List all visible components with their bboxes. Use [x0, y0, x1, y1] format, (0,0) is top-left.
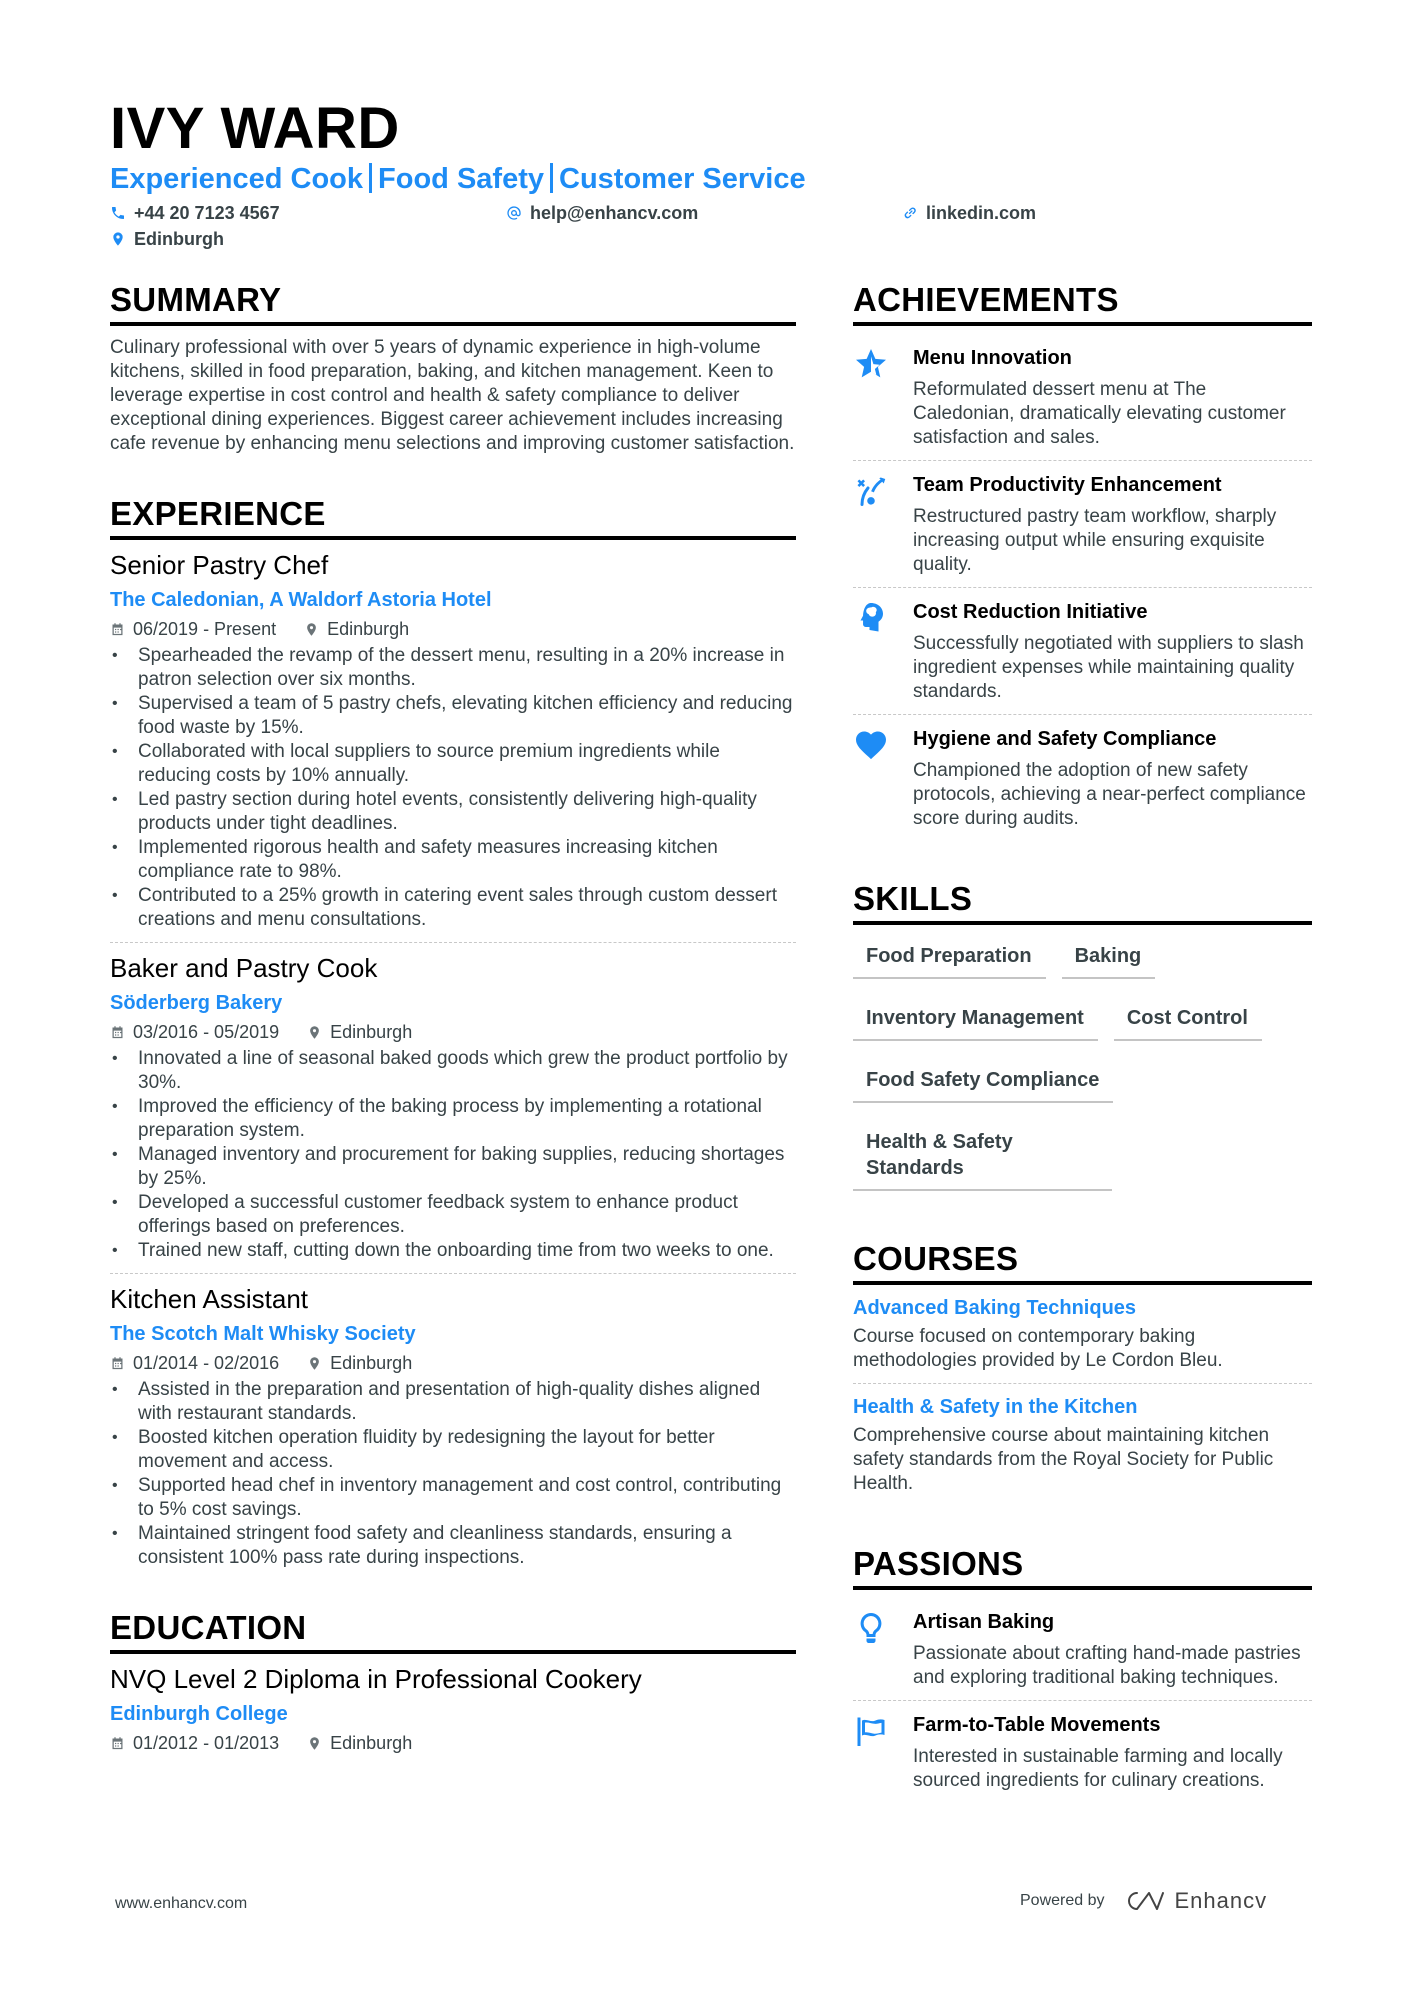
achievement-desc: Successfully negotiated with suppliers to slash ingredient expenses while maintaining quality standards.	[913, 633, 1304, 702]
head-brain-icon	[853, 600, 889, 636]
location-text: Edinburgh	[134, 229, 224, 249]
job-location: Edinburgh	[330, 1353, 413, 1373]
education-section	[110, 1608, 796, 1766]
headline-separator	[550, 163, 553, 193]
calendar-icon	[110, 622, 125, 637]
contact-location	[110, 226, 224, 252]
job-dates: 06/2019 - Present	[133, 619, 277, 639]
headline-part: Experienced Cook	[110, 163, 364, 195]
section-title: COURSES	[853, 1239, 1312, 1285]
enhancv-logo-icon	[1123, 1888, 1167, 1914]
headline	[110, 160, 1310, 198]
phone-icon	[110, 205, 126, 221]
job-title: Senior Pastry Chef	[110, 550, 329, 580]
headline-part: Customer Service	[559, 163, 806, 195]
achievement-item	[853, 715, 1312, 841]
job-location: Edinburgh	[330, 1022, 413, 1042]
achievements-section	[853, 280, 1312, 841]
company-name: The Scotch Malt Whisky Society	[110, 1323, 416, 1345]
right-column	[853, 280, 1312, 1841]
passion-title: Farm-to-Table Movements	[913, 1714, 1161, 1736]
job-meta	[110, 616, 796, 642]
powered-by-label: Powered by	[1020, 1892, 1105, 1909]
bullet-item: • Spearheaded the revamp of the dessert menu, resulting in a 20% increase in patron selection over six months.	[110, 644, 796, 692]
passion-item	[853, 1598, 1312, 1701]
contact-phone[interactable]	[110, 200, 280, 226]
company-name: Söderberg Bakery	[110, 992, 283, 1014]
calendar-icon	[110, 1356, 125, 1371]
link-icon	[902, 205, 918, 221]
achievement-item	[853, 334, 1312, 461]
contact-linkedin[interactable]	[902, 200, 1036, 226]
achievements-list	[853, 334, 1312, 841]
bullet-item: • Supervised a team of 5 pastry chefs, elevating kitchen efficiency and reducing food waste by 15%.	[110, 692, 796, 740]
lightbulb-icon	[853, 1610, 889, 1646]
job-location: Edinburgh	[327, 619, 410, 639]
bullet-item: • Collaborated with local suppliers to source premium ingredients while reducing costs by 10% annually.	[110, 740, 796, 788]
calendar-icon	[110, 1736, 125, 1751]
skill-tag: Cost Control	[1114, 999, 1262, 1041]
job-title: Baker and Pastry Cook	[110, 953, 378, 983]
footer-powered-by	[1020, 1888, 1267, 1914]
experience-entry	[110, 1274, 796, 1580]
skill-tag: Inventory Management	[853, 999, 1098, 1041]
location-pin-icon	[307, 1356, 322, 1371]
course-item	[853, 1384, 1312, 1506]
location-pin-icon	[307, 1025, 322, 1040]
bullet-item: • Implemented rigorous health and safety measures increasing kitchen compliance rate to 98%.	[110, 836, 796, 884]
headline-separator	[369, 163, 372, 193]
brand-name: Enhancv	[1174, 1888, 1268, 1913]
passions-section	[853, 1544, 1312, 1803]
skill-tag: Food Safety Compliance	[853, 1061, 1113, 1103]
section-title: SKILLS	[853, 879, 1312, 925]
passions-list	[853, 1598, 1312, 1803]
job-dates: 01/2014 - 02/2016	[133, 1353, 280, 1373]
job-dates: 03/2016 - 05/2019	[133, 1022, 280, 1042]
candidate-name: IVY WARD	[110, 96, 400, 161]
section-title: SUMMARY	[110, 280, 796, 326]
experience-entry	[110, 540, 796, 943]
achievement-desc: Championed the adoption of new safety protocols, achieving a near-perfect compliance score during audits.	[913, 760, 1306, 829]
location-pin-icon	[307, 1736, 322, 1751]
email-text: help@enhancv.com	[530, 203, 699, 223]
contact-email[interactable]	[506, 200, 698, 226]
experience-entry	[110, 943, 796, 1274]
bullet-item: • Contributed to a 25% growth in catering event sales through custom dessert creations and menu consultations.	[110, 884, 796, 932]
degree-title: NVQ Level 2 Diploma in Professional Cookery	[110, 1664, 642, 1694]
job-bullets	[110, 1047, 796, 1263]
course-title: Health & Safety in the Kitchen	[853, 1396, 1138, 1418]
education-dates: 01/2012 - 01/2013	[133, 1733, 280, 1753]
skill-tag: Food Preparation	[853, 937, 1046, 979]
headline-part: Food Safety	[378, 163, 544, 195]
school-name: Edinburgh College	[110, 1703, 288, 1725]
passion-title: Artisan Baking	[913, 1611, 1055, 1633]
contact-info	[110, 200, 1310, 254]
course-item	[853, 1285, 1312, 1384]
section-title: EXPERIENCE	[110, 494, 796, 540]
bullet-item: • Developed a successful customer feedback system to enhance product offerings based on preferences.	[110, 1191, 796, 1239]
strategy-icon	[853, 473, 889, 509]
passion-item	[853, 1701, 1312, 1803]
bullet-item: • Led pastry section during hotel events, consistently delivering high-quality products under tight deadlines.	[110, 788, 796, 836]
job-bullets	[110, 644, 796, 932]
achievement-title: Cost Reduction Initiative	[913, 601, 1148, 623]
heart-icon	[853, 727, 889, 763]
linkedin-text: linkedin.com	[926, 203, 1037, 223]
passion-desc: Passionate about crafting hand-made pastries and exploring traditional baking techniques.	[913, 1643, 1301, 1688]
job-meta	[110, 1019, 796, 1045]
education-location: Edinburgh	[330, 1733, 413, 1753]
achievement-title: Menu Innovation	[913, 347, 1072, 369]
company-name: The Caledonian, A Waldorf Astoria Hotel	[110, 589, 492, 611]
bullet-item: • Maintained stringent food safety and cleanliness standards, ensuring a consistent 100% pass rate during inspections.	[110, 1522, 796, 1570]
course-title: Advanced Baking Techniques	[853, 1297, 1137, 1319]
courses-section	[853, 1239, 1312, 1506]
bullet-item: • Managed inventory and procurement for baking supplies, reducing shortages by 25%.	[110, 1143, 796, 1191]
bullet-item: • Boosted kitchen operation fluidity by redesigning the layout for better movement and access.	[110, 1426, 796, 1474]
footer-website[interactable]: www.enhancv.com	[115, 1895, 248, 1912]
experience-section	[110, 494, 796, 1580]
section-title: ACHIEVEMENTS	[853, 280, 1312, 326]
bullet-item: • Improved the efficiency of the baking process by implementing a rotational preparation system.	[110, 1095, 796, 1143]
achievement-desc: Restructured pastry team workflow, sharply increasing output while ensuring exquisite quality.	[913, 506, 1277, 575]
phone-text: +44 20 7123 4567	[134, 203, 280, 223]
passion-desc: Interested in sustainable farming and locally sourced ingredients for culinary creations.	[913, 1746, 1283, 1791]
course-desc: Comprehensive course about maintaining kitchen safety standards from the Royal Society for Public Health.	[853, 1425, 1274, 1494]
location-pin-icon	[110, 231, 126, 247]
achievement-item	[853, 461, 1312, 588]
summary-section	[110, 280, 796, 456]
achievement-desc: Reformulated dessert menu at The Caledonian, dramatically elevating customer satisfaction and sales.	[913, 379, 1286, 448]
job-meta	[110, 1350, 796, 1376]
job-bullets	[110, 1378, 796, 1570]
skill-tag: Health & Safety Standards	[853, 1123, 1112, 1191]
bullet-item: • Trained new staff, cutting down the onboarding time from two weeks to one.	[110, 1239, 796, 1263]
location-pin-icon	[304, 622, 319, 637]
brand-logo[interactable]	[1123, 1888, 1268, 1914]
resume-header	[110, 98, 1310, 254]
job-title: Kitchen Assistant	[110, 1284, 308, 1314]
achievement-title: Hygiene and Safety Compliance	[913, 728, 1217, 750]
flag-icon	[853, 1713, 889, 1749]
achievement-title: Team Productivity Enhancement	[913, 474, 1222, 496]
skill-tag: Baking	[1062, 937, 1156, 979]
at-icon	[506, 205, 522, 221]
star-icon	[853, 346, 889, 382]
bullet-item: • Supported head chef in inventory management and cost control, contributing to 5% cost savings.	[110, 1474, 796, 1522]
calendar-icon	[110, 1025, 125, 1040]
section-title: PASSIONS	[853, 1544, 1312, 1590]
skills-list	[853, 937, 1312, 1211]
bullet-item: • Innovated a line of seasonal baked goods which grew the product portfolio by 30%.	[110, 1047, 796, 1095]
education-entry	[110, 1654, 796, 1766]
summary-text: Culinary professional with over 5 years of dynamic experience in high-volume kitchens, skilled in food preparation, baking, and kitchen management. Keen to leverage expertise in cost control and health & safety compliance to deliver exceptional dining experiences. Biggest career achievement includes increasing cafe revenue by enhancing menu selections and improving customer satisfaction.	[110, 337, 795, 454]
section-title: EDUCATION	[110, 1608, 796, 1654]
skills-section	[853, 879, 1312, 1211]
course-desc: Course focused on contemporary baking methodologies provided by Le Cordon Bleu.	[853, 1326, 1223, 1371]
achievement-item	[853, 588, 1312, 715]
left-column	[110, 280, 796, 1804]
education-meta	[110, 1730, 796, 1756]
bullet-item: • Assisted in the preparation and presentation of high-quality dishes aligned with restaurant standards.	[110, 1378, 796, 1426]
